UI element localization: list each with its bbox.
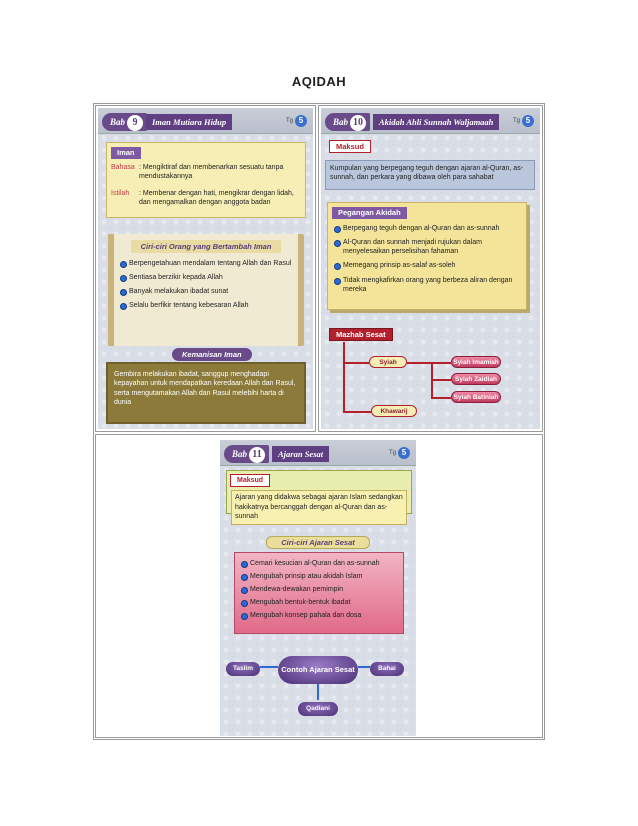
syiah-branch-node: Syiah Batiniah — [451, 391, 501, 403]
panel-header — [220, 440, 416, 466]
kemanisan-text: Gembira melakukan ibadat, sanggup menghadapi kepayahan untuk mendapatkan keredaan Allah dan Rasul, serta mengutamakan Allah dan Rasul melebihi harta di dunia — [106, 362, 306, 424]
list-item: Mengubah konsep pahala dan dosa — [241, 611, 397, 620]
iman-label: Iman — [111, 147, 141, 159]
bahasa-label: Bahasa — [111, 164, 135, 171]
tg-label: Tg — [512, 118, 520, 124]
tg-label: Tg — [388, 450, 396, 456]
bahasa-row — [111, 163, 303, 182]
maksud-box — [226, 470, 412, 521]
bab-number: 11 — [249, 447, 265, 463]
maksud-text: Kumpulan yang berpegang teguh dengan ajaran al-Quran, as-sunnah, dan perkara yang dibawa oleh para sahabat — [325, 160, 535, 190]
list-item: Al-Quran dan sunnah menjadi rujukan dalam menyelesaikan perselisihan fahaman — [334, 238, 520, 256]
list-item: Mengubah bentuk-bentuk ibadat — [241, 598, 397, 607]
syiah-branch-node: Syiah Imamiah — [451, 356, 501, 368]
contoh-center: Contoh Ajaran Sesat — [278, 656, 358, 684]
connector — [431, 379, 451, 381]
panel-header — [321, 108, 540, 134]
connector — [431, 362, 451, 364]
arrow-right — [358, 666, 370, 668]
kemanisan-title: Kemanisan Iman — [172, 348, 252, 361]
maksud-label: Maksud — [329, 140, 371, 153]
list-item: Cemari kesucian al-Quran dan as-sunnah — [241, 559, 397, 568]
maksud-label: Maksud — [230, 474, 270, 487]
list-item: Selalu berfikir tentang kebesaran Allah — [120, 301, 292, 310]
bab-badge — [325, 113, 370, 131]
tg-number: 5 — [398, 447, 410, 459]
chapter-title: Akidah Ahli Sunnah Waljamaah — [373, 114, 499, 130]
list-item: Memegang prinsip as-salaf as-soleh — [334, 261, 520, 270]
connector — [343, 411, 371, 413]
arrow-down — [317, 684, 319, 700]
istilah-row — [111, 189, 303, 208]
bab-badge — [224, 445, 269, 463]
istilah-text: : Membenar dengan hati, mengikrar dengan lidah, dan mengamalkan dengan anggota badan — [139, 190, 294, 207]
pegangan-box — [327, 202, 527, 310]
chapter-title: Ajaran Sesat — [272, 446, 329, 462]
syiah-branch-node: Syiah Zaidiah — [451, 373, 501, 385]
chapter-title: Iman Mutiara Hidup — [146, 114, 232, 130]
maksud-text: Ajaran yang didakwa sebagai ajaran Islam sedangkan hakikatnya bercanggah dengan al-Quran dan as-sunnah — [231, 490, 407, 524]
bab-label: Bab — [110, 117, 126, 127]
ciri-list — [114, 259, 298, 310]
bab-badge — [102, 113, 147, 131]
panel-bab-11 — [220, 440, 416, 736]
ciri-title: Ciri-ciri Ajaran Sesat — [266, 536, 370, 549]
pegangan-label: Pegangan Akidah — [332, 207, 407, 219]
bab-label: Bab — [333, 117, 349, 127]
pegangan-list — [328, 219, 526, 294]
bab-number: 10 — [350, 115, 366, 131]
tg-label: Tg — [285, 118, 293, 124]
list-item: Berpegang teguh dengan al-Quran dan as-sunnah — [334, 224, 520, 233]
istilah-label: Istilah — [111, 190, 130, 197]
contoh-taslim: Taslim — [226, 662, 260, 676]
list-item: Mengubah prinsip atau akidah Islam — [241, 572, 397, 581]
list-item: Mendewa-dewakan pemimpin — [241, 585, 397, 594]
arrow-left — [260, 666, 278, 668]
ciri-title: Ciri-ciri Orang yang Bertambah Iman — [131, 240, 281, 253]
iman-definition-box — [106, 142, 306, 218]
ciri-box — [234, 552, 404, 634]
connector — [343, 342, 345, 412]
list-item: Berpengetahuan mendalam tentang Allah dan Rasul — [120, 259, 292, 268]
list-item: Tidak mengkafirkan orang yang berbeza aliran dengan mereka — [334, 276, 520, 294]
connector — [407, 362, 431, 364]
contoh-qadiani: Qadiani — [298, 702, 338, 716]
tg-number: 5 — [295, 115, 307, 127]
syiah-node: Syiah — [369, 356, 407, 368]
tg-number: 5 — [522, 115, 534, 127]
connector — [343, 362, 369, 364]
bab-number: 9 — [127, 115, 143, 131]
panel-bab-9 — [98, 108, 313, 429]
panel-header — [98, 108, 313, 134]
bahasa-text: : Mengiktiraf dan membenarkan sesuatu tanpa mendustakannya — [139, 164, 284, 181]
bab-label: Bab — [232, 449, 248, 459]
contoh-bahai: Bahai — [370, 662, 404, 676]
mazhab-label: Mazhab Sesat — [329, 328, 393, 341]
ciri-scroll — [108, 234, 304, 346]
connector — [431, 397, 451, 399]
khawarij-node: Khawarij — [371, 405, 417, 417]
list-item: Sentiasa berzikir kepada Allah — [120, 273, 292, 282]
list-item: Banyak melakukan ibadat sunat — [120, 287, 292, 296]
ciri-list — [241, 559, 397, 620]
panel-bab-10 — [321, 108, 540, 429]
document-title: AQIDAH — [291, 74, 347, 89]
